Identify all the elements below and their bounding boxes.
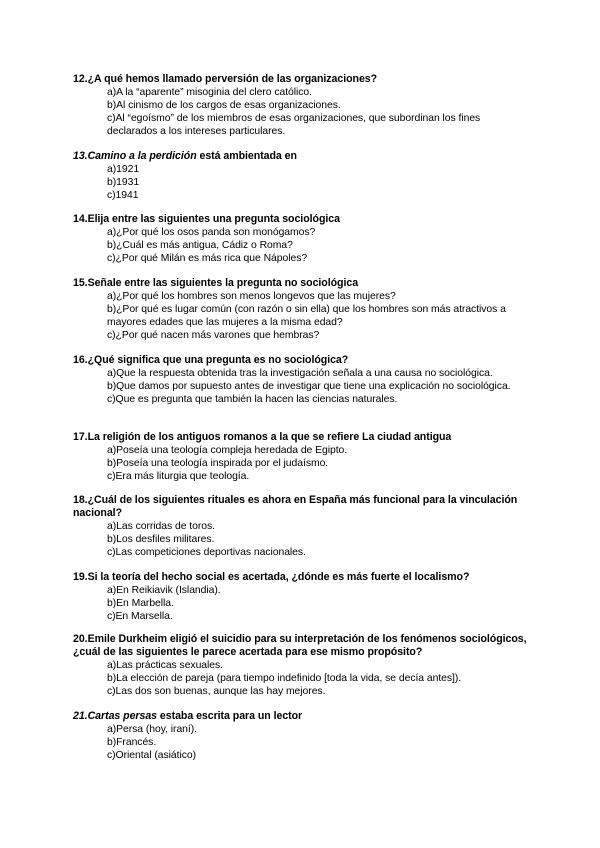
- option-a: a)A la “aparente” misoginia del clero católico.: [107, 87, 312, 98]
- question-title: 19.Si la teoría del hecho social es acertada, ¿dónde es más fuerte el localismo?: [73, 571, 470, 583]
- option-b: b)1931: [107, 177, 140, 188]
- option-a: a)¿Por qué los hombres son menos longevos que las mujeres?: [107, 291, 396, 302]
- question-12: [73, 73, 533, 138]
- question-title: 15.Señale entre las siguientes la pregunta no sociológica: [73, 277, 359, 289]
- question-title: 18.¿Cuál de los siguientes rituales es ahora en España más funcional para la vinculación nacional?: [73, 494, 518, 519]
- option-c: c)Las competiciones deportivas nacionales.: [107, 547, 306, 558]
- options-list: [73, 584, 533, 623]
- options-list: [73, 723, 533, 762]
- question-20: [73, 633, 533, 698]
- option-b: b)¿Por qué es lugar común (con razón o sin ella) que los hombres son más atractivos a mayores edades que las mujeres a la misma edad?: [107, 304, 506, 328]
- option-a: a)Las prácticas sexuales.: [107, 660, 223, 671]
- option-c: c)Las dos son buenas, aunque las hay mejores.: [107, 686, 326, 697]
- options-list: [73, 226, 533, 265]
- options-list: [73, 659, 533, 698]
- question-title: 16.¿Qué significa que una pregunta es no sociológica?: [73, 354, 349, 366]
- question-title: 21.Cartas persas estaba escrita para un lector: [73, 710, 303, 722]
- question-title: 20.Emile Durkheim eligió el suicidio para su interpretación de los fenómenos sociológicos, ¿cuál de las siguientes le parece acertada para ese mismo propósito?: [73, 633, 527, 658]
- option-b: b)En Marbella.: [107, 598, 174, 609]
- option-c: c)En Marsella.: [107, 611, 173, 622]
- options-list: [73, 367, 533, 406]
- question-21: [73, 710, 533, 762]
- question-15: [73, 277, 533, 342]
- options-list: [73, 163, 533, 202]
- option-b: b)Los desfiles militares.: [107, 534, 215, 545]
- option-c: c)¿Por qué nacen más varones que hembras?: [107, 330, 320, 341]
- option-c: c)Era más liturgia que teología.: [107, 471, 250, 482]
- option-a: a)Las corridas de toros.: [107, 521, 215, 532]
- option-b: b)Francés.: [107, 737, 157, 748]
- options-list: [73, 444, 533, 483]
- question-13: [73, 150, 533, 202]
- question-16: [73, 354, 533, 406]
- question-title: 17.La religión de los antiguos romanos a la que se refiere La ciudad antigua: [73, 431, 452, 443]
- option-b: b)Al cinismo de los cargos de esas organizaciones.: [107, 100, 341, 111]
- option-c: c)¿Por qué Milán es más rica que Nápoles?: [107, 253, 308, 264]
- options-list: [73, 290, 533, 342]
- option-b: b)Poseía una teología inspirada por el judaísmo.: [107, 458, 329, 469]
- option-a: a)1921: [107, 164, 140, 175]
- option-b: b)Que damos por supuesto antes de investigar que tiene una explicación no sociológica.: [107, 381, 511, 392]
- options-list: [73, 520, 533, 559]
- option-c: c)Al “egoísmo” de los miembros de esas organizaciones, que subordinan los fines declarados a los intereses particulares.: [107, 113, 481, 137]
- options-list: [73, 86, 533, 138]
- question-17: [73, 431, 533, 483]
- option-b: b)¿Cuál es más antigua, Cádiz o Roma?: [107, 240, 293, 251]
- option-a: a)Que la respuesta obtenida tras la investigación señala a una causa no sociológica.: [107, 368, 493, 379]
- option-b: b)La elección de pareja (para tiempo indefinido [toda la vida, se decía antes]).: [107, 673, 462, 684]
- question-14: [73, 213, 533, 265]
- option-a: a)Persa (hoy, iraní).: [107, 724, 197, 735]
- option-c: c)Que es pregunta que también la hacen las ciencias naturales.: [107, 394, 398, 405]
- option-a: a)En Reikiavik (Islandia).: [107, 585, 221, 596]
- question-title: 14.Elija entre las siguientes una pregunta sociológica: [73, 213, 340, 225]
- option-a: a)Poseía una teología compleja heredada de Egipto.: [107, 445, 348, 456]
- question-19: [73, 571, 533, 623]
- question-title: 12.¿A qué hemos llamado perversión de las organizaciones?: [73, 73, 378, 85]
- question-18: [73, 494, 533, 559]
- option-a: a)¿Por qué los osos panda son monógamos?: [107, 227, 316, 238]
- option-c: c)Oriental (asiático): [107, 750, 197, 761]
- question-title: 13.Camino a la perdición está ambientada en: [73, 150, 297, 162]
- option-c: c)1941: [107, 190, 139, 201]
